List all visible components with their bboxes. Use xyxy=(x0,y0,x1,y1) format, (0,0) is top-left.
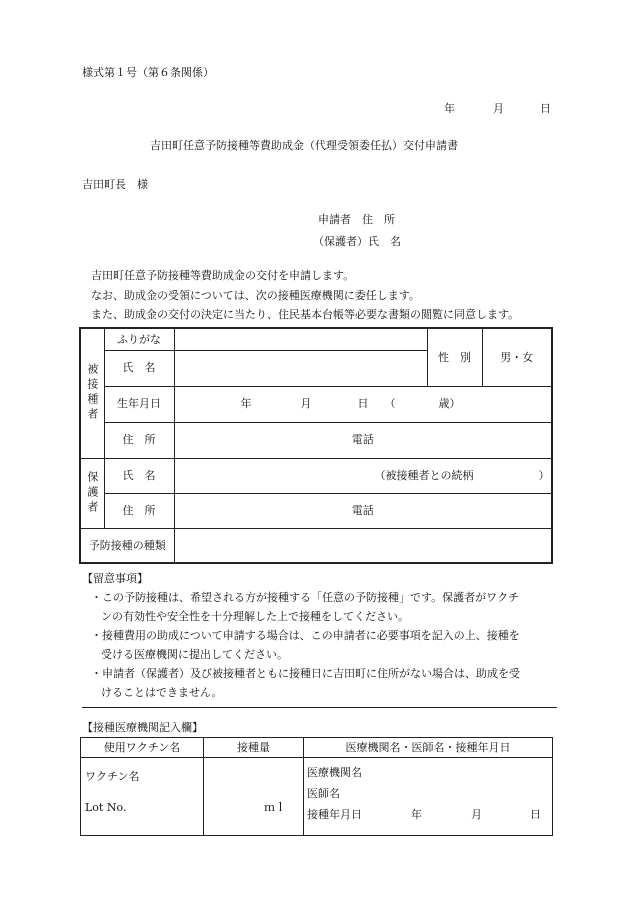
note-1-line-1: ・この予防接種は、希望される方が接種する「任意の予防接種」です。保護者がワクチ xyxy=(91,591,520,604)
doctor-label: 医師名 xyxy=(307,786,340,800)
clinic-cell[interactable] xyxy=(304,758,553,836)
date-day: 日 xyxy=(540,102,551,115)
birthdate-label: 生年月日 xyxy=(104,386,174,422)
sex-label: 性 別 xyxy=(427,328,482,386)
intro-line-2: なお、助成金の受領については、次の接種医療機関に委任します。 xyxy=(91,289,420,302)
note-3-line-1: ・申請者（保護者）及び被接種者ともに接種日に吉田町に住所がない場合は、助成を受 xyxy=(91,667,520,680)
guardian-phone-label: 電話 xyxy=(351,503,374,517)
clinic-table xyxy=(80,737,553,836)
birth-day: 日 xyxy=(357,397,369,410)
date-year: 年 xyxy=(444,102,455,115)
clinic-heading: 【接種医療機関記入欄】 xyxy=(82,721,203,734)
applicant-name-label: （保護者）氏 名 xyxy=(313,235,401,248)
birth-month: 月 xyxy=(300,397,312,410)
lot-label: Lot No. xyxy=(85,800,127,814)
name-label: 氏 名 xyxy=(104,350,174,386)
relation-close: ） xyxy=(538,468,550,482)
vaccine-type-field[interactable] xyxy=(174,528,552,563)
sex-value[interactable]: 男・女 xyxy=(482,328,552,386)
vaccination-day: 日 xyxy=(530,807,541,821)
divider xyxy=(82,707,557,708)
age-open: （ xyxy=(384,397,396,410)
clinic-name-label: 医療機関名 xyxy=(307,765,362,779)
dose-cell[interactable] xyxy=(204,758,304,836)
address-field[interactable] xyxy=(174,422,552,458)
vaccination-date-label: 接種年月日 xyxy=(307,807,362,821)
furigana-label: ふりがな xyxy=(104,328,174,350)
page-title: 吉田町任意予防接種等費助成金（代理受領委任払）交付申請書 xyxy=(150,139,458,152)
notes-heading: 【留意事項】 xyxy=(82,572,148,585)
name-field[interactable] xyxy=(174,350,427,386)
header-clinic: 医療機関名・医師名・接種年月日 xyxy=(304,738,553,758)
note-2-line-2: 受ける医療機関に提出してください。 xyxy=(101,648,288,661)
vaccine-cell[interactable] xyxy=(81,758,204,836)
vaccine-name-label: ワクチン名 xyxy=(85,769,140,783)
dose-unit: ｍｌ xyxy=(264,800,286,814)
guardian-name-label: 氏 名 xyxy=(104,458,174,493)
addressee: 吉田町長 様 xyxy=(82,178,148,191)
relation-label: （被接種者との続柄 xyxy=(374,468,474,482)
birthdate-field[interactable] xyxy=(174,386,552,422)
guardian-name-field[interactable] xyxy=(174,458,552,493)
guardian-address-label: 住 所 xyxy=(104,493,174,528)
header-dose: 接種量 xyxy=(204,738,304,758)
birth-year: 年 xyxy=(240,397,252,410)
date-month: 月 xyxy=(493,102,504,115)
applicant-address-label: 申請者 住 所 xyxy=(318,213,395,226)
address-label: 住 所 xyxy=(104,422,174,458)
guardian-group: 保護者 xyxy=(80,458,104,528)
age-close: 歳） xyxy=(438,397,461,410)
form-id: 様式第１号（第６条関係） xyxy=(82,66,214,79)
note-3-line-2: けることはできません。 xyxy=(101,686,223,699)
vaccine-type-label: 予防接種の種類 xyxy=(80,528,174,563)
header-vaccine: 使用ワクチン名 xyxy=(81,738,204,758)
phone-label: 電話 xyxy=(351,433,374,447)
guardian-address-field[interactable] xyxy=(174,493,552,528)
application-table xyxy=(79,327,553,564)
note-2-line-1: ・接種費用の助成について申請する場合は、この申請者に必要事項を記入の上、接種を xyxy=(91,629,520,642)
furigana-field[interactable] xyxy=(174,328,427,350)
recipient-group: 被接種者 xyxy=(80,328,104,458)
vaccination-year: 年 xyxy=(411,807,422,821)
intro-line-1: 吉田町任意予防接種等費助成金の交付を申請します。 xyxy=(91,269,355,282)
vaccination-month: 月 xyxy=(471,807,482,821)
intro-line-3: また、助成金の交付の決定に当たり、住民基本台帳等必要な書類の閲覧に同意します。 xyxy=(91,308,520,321)
note-1-line-2: ンの有効性や安全性を十分理解した上で接種をしてください。 xyxy=(101,610,409,623)
